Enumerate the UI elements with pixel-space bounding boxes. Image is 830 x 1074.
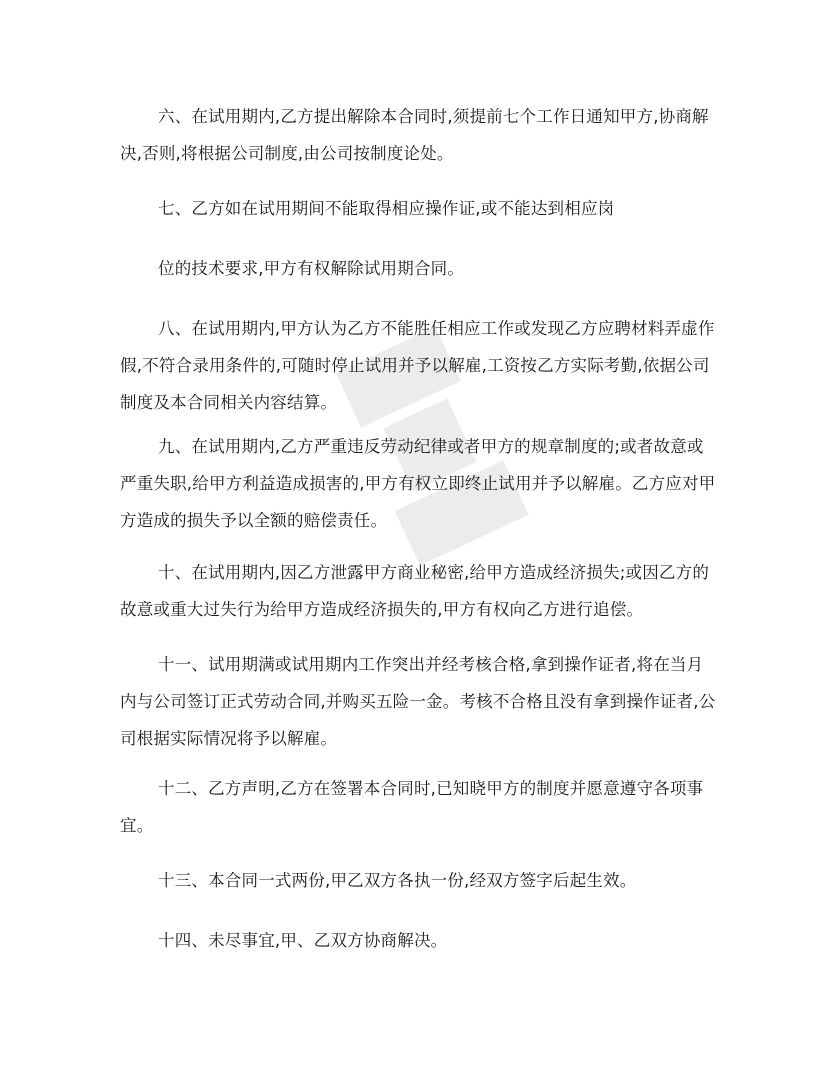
- clause-7-line-1: 七、乙方如在试用期间不能取得相应操作证,或不能达到相应岗: [158, 199, 615, 218]
- clause-10-paragraph: [120, 554, 715, 628]
- clause-9-paragraph: [120, 428, 715, 539]
- clause-7-paragraph: [120, 190, 715, 227]
- clause-11-paragraph: [120, 646, 715, 757]
- clause-14-paragraph: [120, 922, 715, 959]
- clause-8-line-1: 八、在试用期内,甲方认为乙方不能胜任相应工作或发现乙方应聘材料弄虚作: [158, 319, 715, 338]
- clause-11-line-3: 司根据实际情况将予以解雇。: [120, 729, 338, 748]
- clause-13-line-1: 十三、本合同一式两份,甲乙双方各执一份,经双方签字后起生效。: [158, 871, 637, 890]
- clause-11-line-1: 十一、试用期满或试用期内工作突出并经考核合格,拿到操作证者,将在当月: [158, 655, 704, 674]
- clause-7-continuation-paragraph: [120, 250, 715, 287]
- clause-8-line-3: 制度及本合同相关内容结算。: [120, 393, 338, 412]
- clause-9-line-3: 方造成的损失予以全额的赔偿责任。: [120, 511, 388, 530]
- clause-7-line-2: 位的技术要求,甲方有权解除试用期合同。: [158, 259, 465, 278]
- clause-6-line-2: 决,否则,将根据公司制度,由公司按制度论处。: [120, 144, 454, 163]
- clause-6-line-1: 六、在试用期内,乙方提出解除本合同时,须提前七个工作日通知甲方,协商解: [158, 107, 709, 126]
- clause-9-line-2: 严重失职,给甲方利益造成损害的,甲方有权立即终止试用并予以解雇。乙方应对甲: [120, 474, 716, 493]
- clause-13-paragraph: [120, 862, 715, 899]
- clause-10-line-1: 十、在试用期内,因乙方泄露甲方商业秘密,给甲方造成经济损失;或因乙方的: [158, 563, 710, 582]
- clause-12-line-1: 十二、乙方声明,乙方在签署本合同时,已知晓甲方的制度并愿意遵守各项事: [158, 779, 704, 798]
- clause-6-paragraph: [120, 98, 715, 172]
- clause-12-line-2: 宜。: [120, 816, 154, 835]
- clause-11-line-2: 内与公司签订正式劳动合同,并购买五险一金。考核不合格且没有拿到操作证者,公: [120, 692, 716, 711]
- clause-8-line-2: 假,不符合录用条件的,可随时停止试用并予以解雇,工资按乙方实际考勤,依据公司: [120, 356, 710, 375]
- clause-12-paragraph: [120, 770, 715, 844]
- clause-9-line-1: 九、在试用期内,乙方严重违反劳动纪律或者甲方的规章制度的;或者故意或: [158, 437, 704, 456]
- clause-8-paragraph: [120, 310, 715, 421]
- clause-14-line-1: 十四、未尽事宜,甲、乙双方协商解决。: [158, 931, 448, 950]
- clause-10-line-2: 故意或重大过失行为给甲方造成经济损失的,甲方有权向乙方进行追偿。: [120, 600, 644, 619]
